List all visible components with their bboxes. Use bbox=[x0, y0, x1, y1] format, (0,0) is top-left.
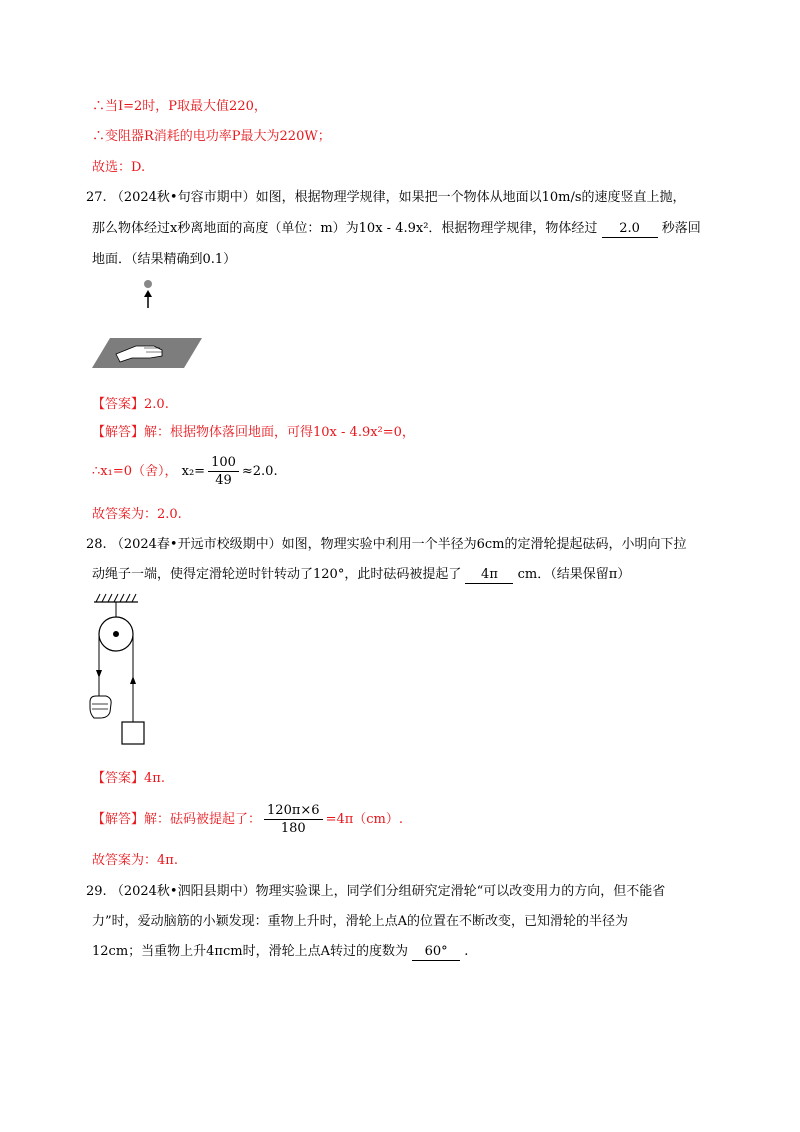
q29-line-3 bbox=[92, 943, 468, 961]
q27-text-1: 如图，根据物理学规律，如果把一个物体从地面以10m/s的速度竖直上抛， bbox=[255, 190, 686, 205]
q27-solution-line-1 bbox=[92, 424, 415, 442]
q28-text-2b: cm．（结果保留π） bbox=[517, 567, 631, 582]
q27-line-1 bbox=[86, 189, 686, 207]
q28-number: 28. bbox=[86, 537, 107, 552]
q27-solution-x2: x₂= bbox=[181, 464, 206, 479]
prev-line-3: 故选：D. bbox=[92, 160, 146, 175]
q27-answer-text: 2.0. bbox=[144, 397, 169, 412]
q28-solution-line bbox=[92, 802, 403, 838]
q29-source: （2024秋•泗阳县期中） bbox=[110, 884, 256, 899]
q29-number: 29. bbox=[86, 884, 107, 899]
q27-fraction-numerator: 100 bbox=[208, 454, 239, 472]
q28-answer-blank: 4π bbox=[465, 567, 513, 584]
q27-solution-text-2a: ∴x₁=0（舍）， bbox=[92, 464, 178, 479]
q27-fraction bbox=[208, 454, 239, 489]
q27-answer-line bbox=[92, 396, 169, 414]
prev-line-2: ∴变阻器R消耗的电功率P最大为220W； bbox=[92, 129, 331, 144]
up-arrow-icon bbox=[130, 676, 136, 684]
q28-solution-text-1: 解：砝码被提起了： bbox=[144, 812, 262, 827]
hand-icon bbox=[90, 696, 111, 718]
down-arrow-icon bbox=[96, 670, 102, 678]
weight-block bbox=[122, 722, 144, 744]
q29-text-3a: 12cm；当重物上升4πcm时，滑轮上点A转过的度数为 bbox=[92, 944, 408, 959]
prev-line-1: ∴当I=2时，P取最大值220， bbox=[92, 99, 267, 114]
q28-solution-text-2: =4π（cm）. bbox=[325, 812, 404, 827]
q28-answer-label: 【答案】 bbox=[92, 771, 145, 786]
q28-line-1 bbox=[86, 536, 686, 554]
q27-line-2 bbox=[92, 220, 701, 238]
q28-solution-label: 【解答】 bbox=[92, 812, 145, 827]
q27-source: （2024秋•句容市期中） bbox=[110, 190, 256, 205]
q29-line-2: 力”时，爱动脑筋的小颖发现：重物上升时，滑轮上点A的位置在不断改变，已知滑轮的半径为 bbox=[92, 914, 629, 929]
q27-figure bbox=[92, 276, 204, 372]
q27-line-3: 地面．（结果精确到0.1） bbox=[92, 252, 237, 267]
q28-fraction-numerator: 120π×6 bbox=[264, 802, 323, 820]
q27-solution-text-1: 解：根据物体落回地面，可得10x - 4.9x²=0， bbox=[144, 425, 415, 440]
q28-final: 故答案为：4π. bbox=[92, 853, 178, 868]
q27-text-2a: 那么物体经过x秒离地面的高度（单位：m）为10x - 4.9x²．根据物理学规律，物体经过 bbox=[92, 221, 598, 236]
q28-text-1: 如图，物理实验中利用一个半径为6cm的定滑轮提起砝码，小明向下拉 bbox=[281, 537, 687, 552]
q29-answer-blank: 60° bbox=[412, 944, 460, 961]
q27-fraction-denominator: 49 bbox=[215, 473, 232, 488]
q29-line-1 bbox=[86, 883, 665, 901]
q28-fraction bbox=[264, 802, 323, 837]
q28-fraction-denominator: 180 bbox=[280, 821, 306, 836]
q27-answer-label: 【答案】 bbox=[92, 397, 145, 412]
q28-line-2 bbox=[92, 566, 630, 584]
q28-source: （2024春•开远市校级期中） bbox=[110, 537, 282, 552]
q27-answer-blank: 2.0 bbox=[602, 221, 658, 238]
q29-text-3b: . bbox=[464, 944, 469, 959]
q27-number: 27. bbox=[86, 190, 107, 205]
q29-text-1: 物理实验课上，同学们分组研究定滑轮“可以改变用力的方向，但不能省 bbox=[255, 884, 666, 899]
q28-answer-line bbox=[92, 770, 165, 788]
q27-final: 故答案为：2.0. bbox=[92, 507, 182, 522]
q27-solution-line-2 bbox=[92, 454, 278, 490]
q28-answer-text: 4π. bbox=[144, 771, 165, 786]
q28-text-2a: 动绳子一端，使得定滑轮逆时针转动了120°，此时砝码被提起了 bbox=[92, 567, 462, 582]
q28-figure bbox=[88, 590, 158, 750]
q27-solution-text-2c: ≈2.0. bbox=[241, 464, 278, 479]
ball-icon bbox=[144, 280, 152, 288]
q27-solution-label: 【解答】 bbox=[92, 425, 145, 440]
q27-text-2b: 秒落回 bbox=[661, 221, 701, 236]
ceiling-hatch bbox=[94, 594, 138, 602]
